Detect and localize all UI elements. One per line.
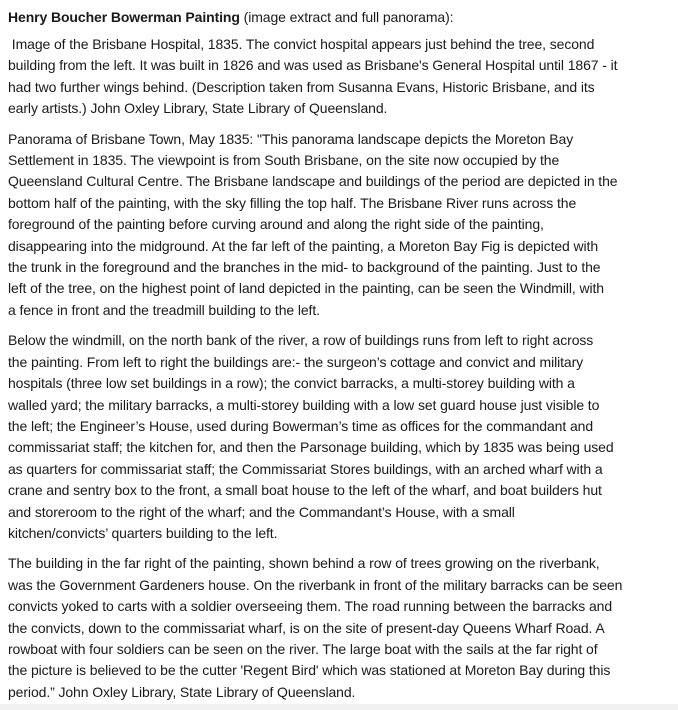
heading-bold-text: Henry Boucher Bowerman Painting: [8, 9, 240, 25]
text-line: crane and sentry box to the front, a small boat house to the left of the wharf, and boat builders hut: [8, 482, 602, 499]
text-line: early artists.) John Oxley Library, State Library of Queensland.: [8, 100, 388, 117]
text-line: the picture is believed to be the cutter 'Regent Bird' which was stationed at Moreton Bay during this: [8, 662, 611, 679]
text-line: Settlement in 1835. The viewpoint is from South Brisbane, on the site now occupied by the: [8, 152, 560, 169]
text-line: had two further wings behind. (Description taken from Susanna Evans, Historic Brisbane, and its: [8, 78, 595, 95]
text-line: commissariat staff; the kitchen for, and then the Parsonage building, which by 1835 was being used: [8, 439, 614, 456]
text-line: The building in the far right of the painting, shown behind a row of trees growing on the riverbank,: [8, 555, 600, 572]
text-line: period.” John Oxley Library, State Library of Queensland.: [8, 683, 356, 700]
text-line: rowboat with four soldiers can be seen on the river. The large boat with the sails at the far right of: [8, 640, 598, 657]
text-line: kitchen/convicts’ quarters building to the left.: [8, 524, 278, 541]
text-line: Panorama of Brisbane Town, May 1835: "This panorama landscape depicts the Moreton Bay: [8, 130, 574, 147]
bottom-edge-strip: [0, 704, 678, 710]
document-body: [8, 34, 670, 703]
text-line: the left; the Engineer’s House, used during Bowerman’s time as offices for the commandant and: [8, 417, 594, 434]
paragraph: [8, 553, 670, 703]
text-line: a fence in front and the treadmill building to the left.: [8, 301, 320, 318]
document-heading: [8, 9, 670, 25]
text-line: walled yard; the military barracks, a multi-storey building with a low set guard house just visible to: [8, 396, 600, 413]
text-line: disappearing into the midground. At the far left of the painting, a Moreton Bay Fig is depicted with: [8, 237, 599, 254]
text-line: Queensland Cultural Centre. The Brisbane landscape and buildings of the period are depicted in the: [8, 173, 618, 190]
text-line: Image of the Brisbane Hospital, 1835. The convict hospital appears just behind the tree, second: [8, 36, 595, 52]
text-line: foreground of the painting before curving around and along the right side of the painting,: [8, 216, 544, 233]
paragraph: [8, 34, 670, 120]
text-line: left of the tree, on the highest point of land depicted in the painting, can be seen the Windmill, with: [8, 280, 604, 297]
text-line: the painting. From left to right the buildings are:- the surgeon’s cottage and convict and military: [8, 353, 584, 370]
text-line: hospitals (three low set buildings in a row); the convict barracks, a multi-storey building with a: [8, 375, 575, 392]
paragraph: [8, 129, 670, 322]
text-line: building from the left. It was built in 1826 and was used as Brisbane's General Hospital until 1867 - it: [8, 57, 618, 74]
text-line: bottom half of the painting, with the sky filling the top half. The Brisbane River runs across the: [8, 194, 577, 211]
text-line: the convicts, down to the commissariat wharf, is on the site of present-day Queens Wharf Road. A: [8, 619, 605, 636]
heading-regular-text: (image extract and full panorama):: [239, 9, 454, 25]
text-line: and storeroom to the right of the wharf; and the Commandant’s House, with a small: [8, 503, 515, 520]
text-line: the trunk in the foreground and the branches in the mid- to background of the painting. Just to the: [8, 259, 601, 276]
text-line: convicts yoked to carts with a soldier overseeing them. The road running between the barracks and: [8, 598, 613, 615]
text-line: as quarters for commissariat staff; the Commissariat Stores buildings, with an arched wharf with a: [8, 460, 603, 477]
text-line: Below the windmill, on the north bank of the river, a row of buildings runs from left to right across: [8, 332, 594, 349]
paragraph: [8, 330, 670, 544]
text-line: was the Government Gardeners house. On the riverbank in front of the military barracks can be seen: [8, 576, 623, 593]
